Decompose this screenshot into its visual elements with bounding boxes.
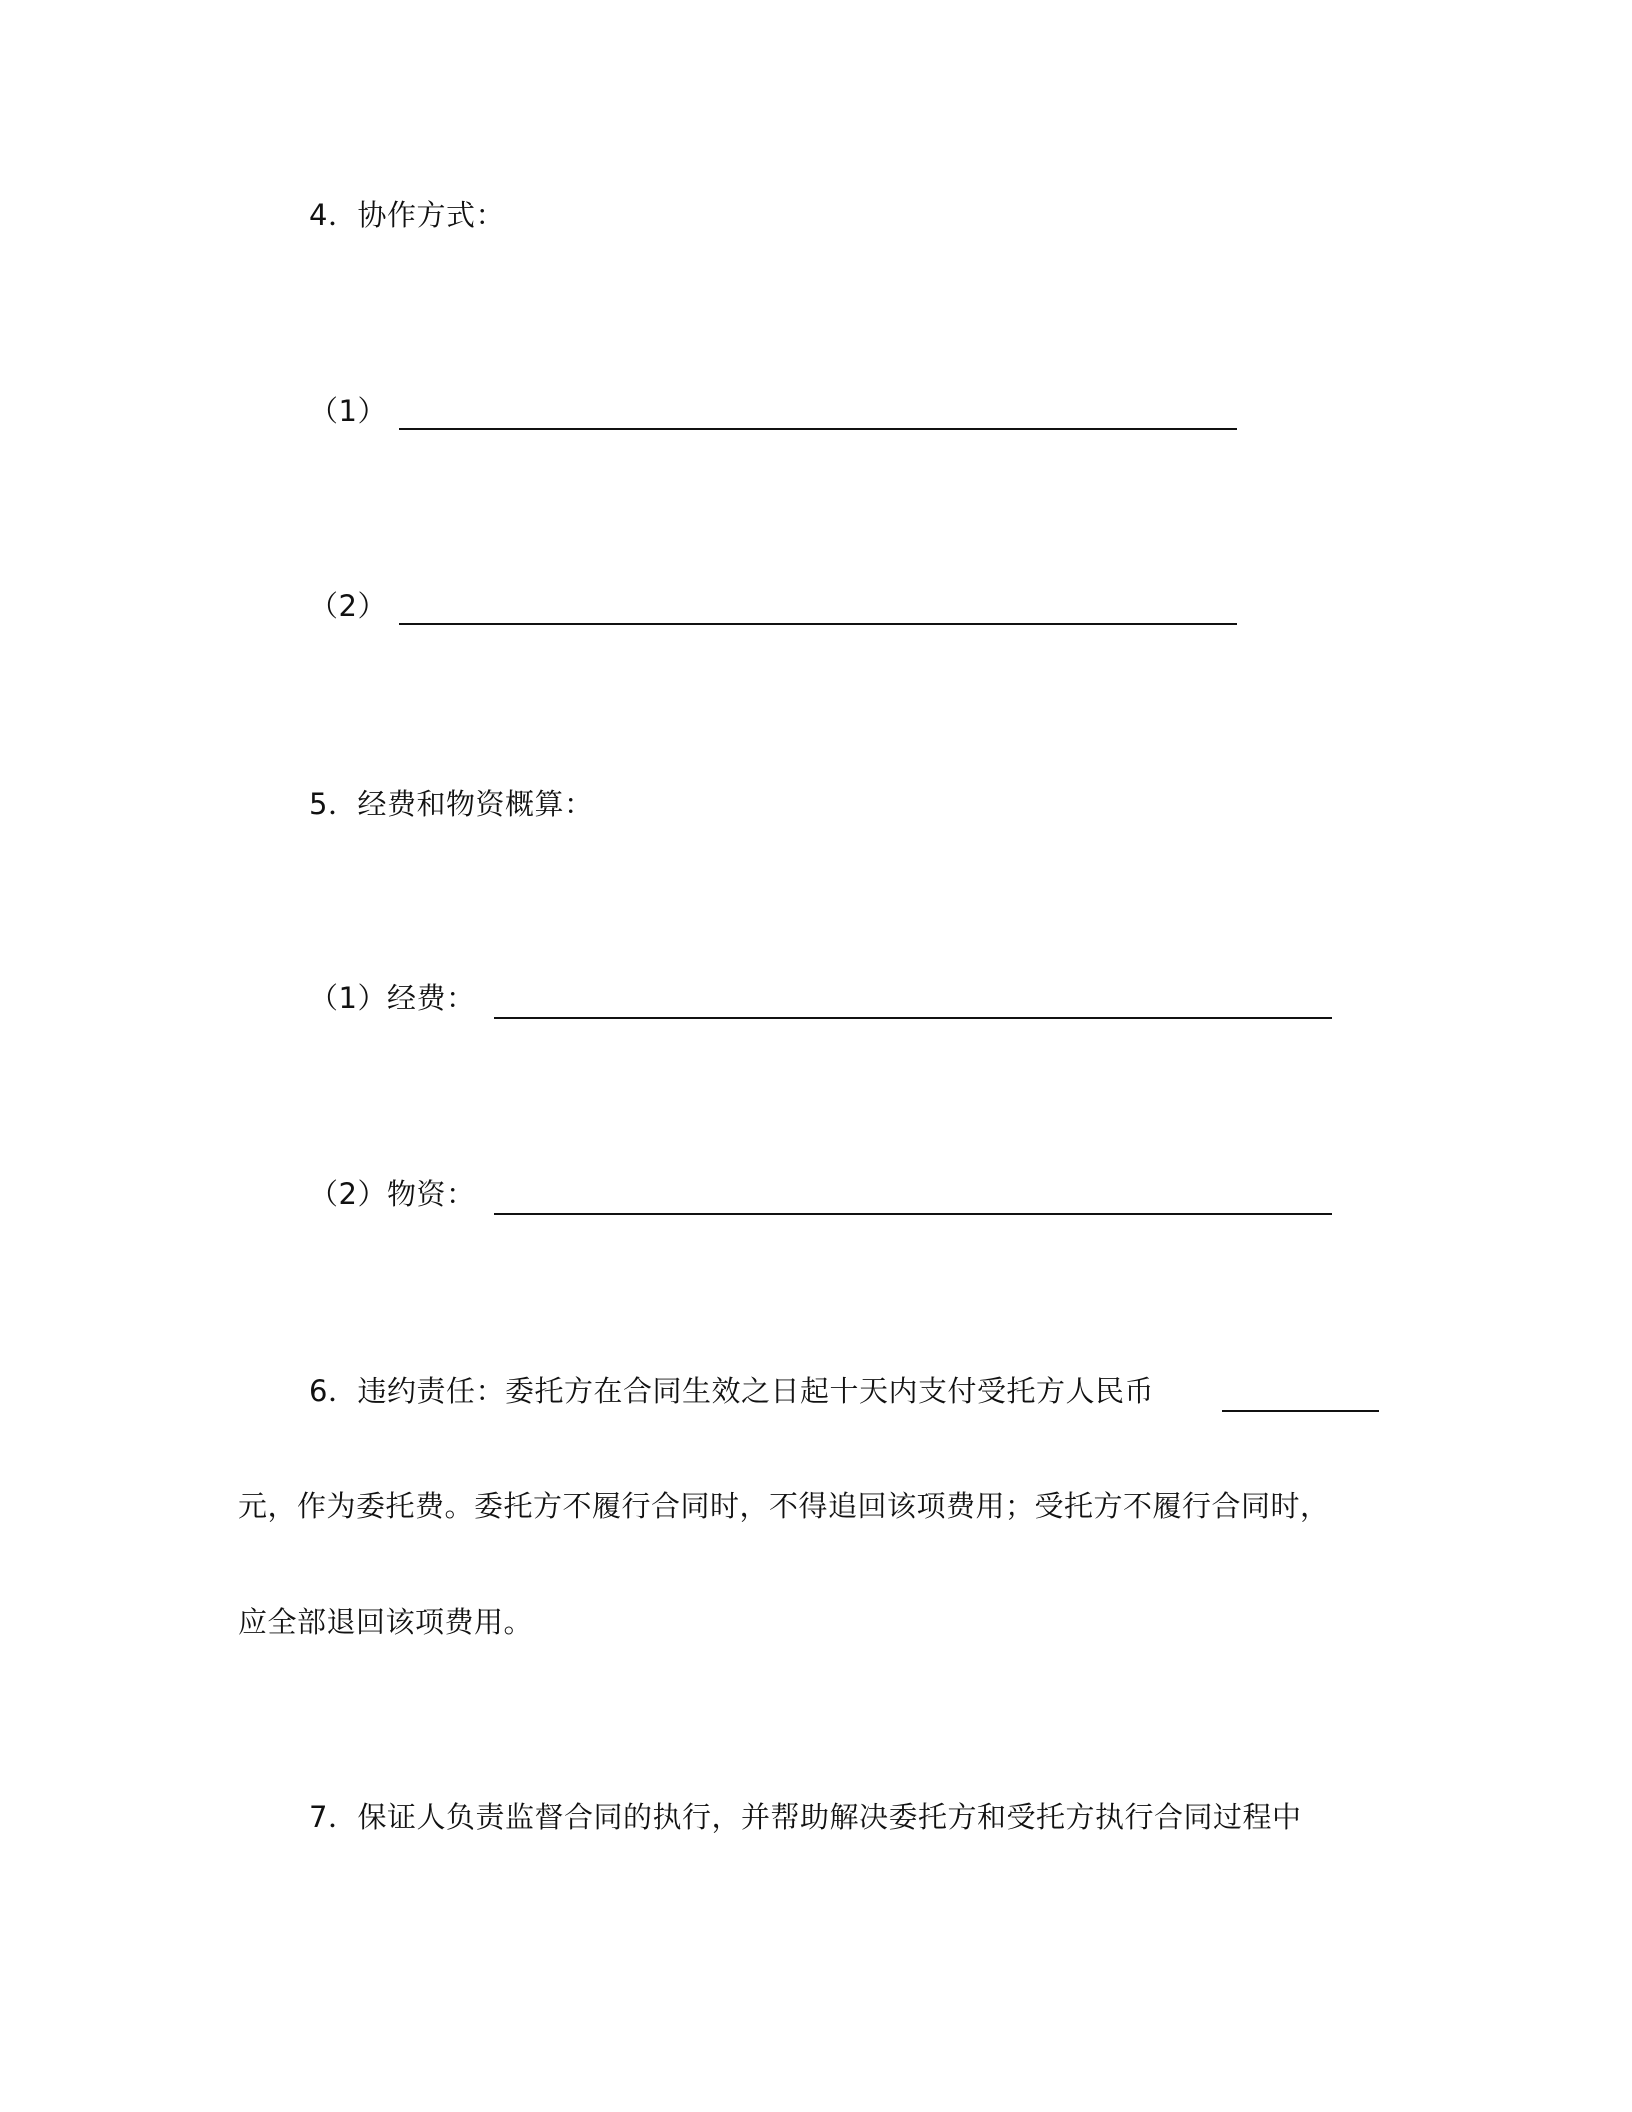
item6-line2: 元，作为委托费。委托方不履行合同时，不得追回该项费用；受托方不履行合同时， — [238, 1489, 1330, 1523]
item4-sub2-label: （2） — [309, 589, 387, 623]
item6-amount-blank-line[interactable] — [1222, 1410, 1379, 1412]
item5-sub1-blank-line[interactable] — [494, 1017, 1332, 1019]
item5-heading: 5．经费和物资概算： — [309, 787, 594, 821]
item5-sub2-blank-line[interactable] — [494, 1213, 1332, 1215]
item6-line3: 应全部退回该项费用。 — [238, 1605, 534, 1639]
item7-line1: 7．保证人负责监督合同的执行，并帮助解决委托方和受托方执行合同过程中 — [309, 1800, 1302, 1834]
item4-heading: 4．协作方式： — [309, 198, 505, 232]
item4-sub1-label: （1） — [309, 394, 387, 428]
item4-sub2-blank-line[interactable] — [399, 623, 1237, 625]
item6-line1: 6．违约责任：委托方在合同生效之日起十天内支付受托方人民币 — [309, 1374, 1154, 1408]
item4-sub1-blank-line[interactable] — [399, 428, 1237, 430]
item5-sub1-label: （1）经费： — [309, 981, 476, 1015]
item5-sub2-label: （2）物资： — [309, 1177, 476, 1211]
